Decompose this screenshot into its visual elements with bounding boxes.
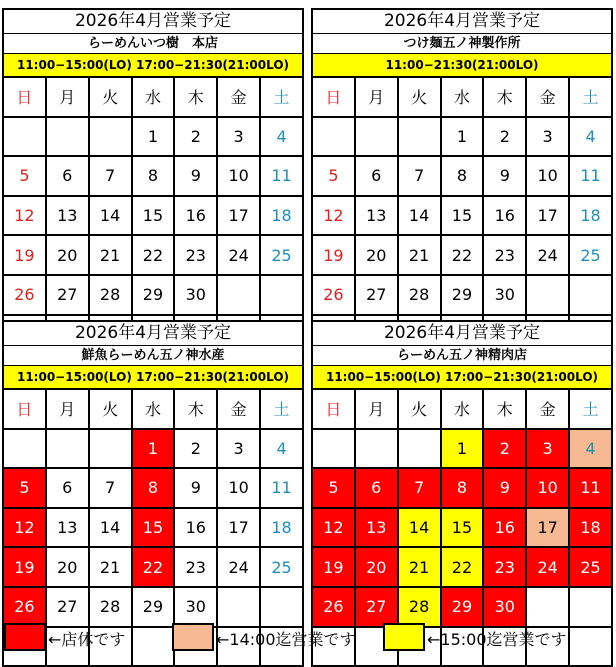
day-cell: 8: [132, 156, 175, 196]
business-hours: 11:00−15:00(LO) 17:00−21:30(21:00LO): [4, 53, 302, 76]
day-cell: 16: [483, 196, 526, 236]
day-cell: 15: [132, 508, 175, 548]
day-cell: 27: [46, 587, 89, 627]
weekday-label: 土: [569, 77, 612, 117]
day-cell: 19: [312, 547, 355, 587]
day-cell: 8: [132, 468, 175, 508]
panel-header: [311, 8, 613, 76]
day-cell: 29: [441, 275, 484, 315]
week-row: [312, 275, 612, 315]
day-cell: 4: [260, 117, 303, 157]
day-cell: 6: [355, 156, 398, 196]
day-cell: 14: [89, 196, 132, 236]
day-cell: 18: [260, 196, 303, 236]
day-cell: 17: [217, 196, 260, 236]
week-row: [3, 275, 303, 315]
day-cell: 14: [398, 508, 441, 548]
shop-name: らーめんいつ樹 本店: [4, 33, 302, 53]
calendar-title: 2026年4月営業予定: [383, 11, 541, 31]
weekday-label: 月: [355, 77, 398, 117]
empty-cell: [46, 429, 89, 469]
empty-cell: [312, 429, 355, 469]
week-row: [312, 235, 612, 275]
weekday-label: 土: [569, 389, 612, 429]
empty-cell: [89, 429, 132, 469]
day-cell: 13: [46, 508, 89, 548]
weekday-label: 金: [526, 77, 569, 117]
day-cell: 5: [3, 468, 46, 508]
day-cell: 18: [569, 196, 612, 236]
empty-cell: [569, 587, 612, 627]
business-hours: 11:00−15:00(LO) 17:00−21:30(21:00LO): [313, 365, 611, 388]
day-cell: 5: [3, 156, 46, 196]
day-cell: 5: [312, 156, 355, 196]
day-cell: 23: [483, 547, 526, 587]
day-cell: 3: [526, 429, 569, 469]
day-cell: 13: [355, 196, 398, 236]
day-cell: 30: [483, 587, 526, 627]
weekday-label: 土: [260, 389, 303, 429]
shop-name: つけ麺五ノ神製作所: [313, 33, 611, 53]
weekday-label: 水: [132, 77, 175, 117]
weekday-label: 火: [398, 77, 441, 117]
weekday-label: 木: [174, 77, 217, 117]
legend-swatch-till15: [383, 623, 425, 651]
day-cell: 14: [398, 196, 441, 236]
day-cell: 26: [3, 275, 46, 315]
legend-swatch-closed: [4, 623, 46, 651]
panel-header: [311, 320, 613, 388]
empty-cell: [398, 429, 441, 469]
day-cell: 1: [132, 429, 175, 469]
empty-cell: [217, 587, 260, 627]
weekday-label: 火: [89, 389, 132, 429]
legend-label-closed: ←店休です: [48, 630, 126, 649]
day-cell: 4: [569, 117, 612, 157]
day-cell: 9: [174, 156, 217, 196]
week-row: [3, 156, 303, 196]
week-row: [312, 156, 612, 196]
day-cell: 24: [526, 547, 569, 587]
day-cell: 12: [312, 508, 355, 548]
week-row: [3, 587, 303, 627]
week-row: [3, 547, 303, 587]
day-cell: 7: [398, 156, 441, 196]
week-row: [312, 547, 612, 587]
legend: [0, 622, 616, 654]
day-cell: 19: [312, 235, 355, 275]
legend-swatch-till14: [172, 623, 214, 651]
weekday-label: 木: [483, 389, 526, 429]
day-cell: 29: [132, 275, 175, 315]
day-cell: 1: [441, 429, 484, 469]
day-cell: 22: [132, 235, 175, 275]
week-row: [312, 117, 612, 157]
week-row: [312, 429, 612, 469]
empty-cell: [260, 275, 303, 315]
day-cell: 22: [441, 547, 484, 587]
business-hours: 11:00−15:00(LO) 17:00−21:30(21:00LO): [4, 365, 302, 388]
day-cell: 22: [441, 235, 484, 275]
day-cell: 28: [398, 275, 441, 315]
weekday-label: 木: [483, 77, 526, 117]
day-cell: 25: [569, 547, 612, 587]
day-cell: 16: [174, 508, 217, 548]
day-cell: 20: [46, 235, 89, 275]
day-cell: 30: [483, 275, 526, 315]
weekday-header-row: [3, 77, 303, 117]
calendar-panel-suisan: [2, 320, 304, 667]
day-cell: 3: [217, 117, 260, 157]
legend-label-till15: ←15:00迄営業です: [427, 630, 567, 649]
weekday-label: 金: [526, 389, 569, 429]
shop-name: 鮮魚らーめん五ノ神水産: [4, 345, 302, 365]
day-cell: 12: [312, 196, 355, 236]
day-cell: 12: [3, 196, 46, 236]
day-cell: 9: [174, 468, 217, 508]
weekday-label: 月: [355, 389, 398, 429]
day-cell: 29: [441, 587, 484, 627]
day-cell: 4: [569, 429, 612, 469]
weekday-label: 火: [89, 77, 132, 117]
day-cell: 27: [46, 275, 89, 315]
day-cell: 30: [174, 275, 217, 315]
day-cell: 19: [3, 547, 46, 587]
week-row: [3, 468, 303, 508]
day-cell: 25: [569, 235, 612, 275]
week-row: [3, 508, 303, 548]
day-cell: 17: [526, 508, 569, 548]
day-cell: 9: [483, 468, 526, 508]
empty-cell: [312, 117, 355, 157]
weekday-label: 日: [312, 389, 355, 429]
day-cell: 1: [132, 117, 175, 157]
day-cell: 20: [355, 235, 398, 275]
day-cell: 2: [483, 117, 526, 157]
week-row: [312, 196, 612, 236]
day-cell: 24: [217, 235, 260, 275]
calendar-grid: [311, 76, 613, 355]
day-cell: 8: [441, 156, 484, 196]
empty-cell: [398, 117, 441, 157]
weekday-label: 水: [441, 389, 484, 429]
day-cell: 10: [526, 156, 569, 196]
weekday-label: 木: [174, 389, 217, 429]
calendar-panel-seinikuten: [311, 320, 613, 667]
empty-cell: [3, 429, 46, 469]
day-cell: 13: [355, 508, 398, 548]
day-cell: 22: [132, 547, 175, 587]
day-cell: 26: [312, 275, 355, 315]
empty-cell: [526, 275, 569, 315]
weekday-label: 水: [132, 389, 175, 429]
day-cell: 1: [441, 117, 484, 157]
day-cell: 18: [569, 508, 612, 548]
day-cell: 29: [132, 587, 175, 627]
day-cell: 24: [217, 547, 260, 587]
day-cell: 6: [46, 156, 89, 196]
weekday-label: 日: [3, 389, 46, 429]
day-cell: 12: [3, 508, 46, 548]
day-cell: 11: [569, 468, 612, 508]
calendar-title: 2026年4月営業予定: [383, 323, 541, 343]
day-cell: 9: [483, 156, 526, 196]
empty-cell: [355, 429, 398, 469]
day-cell: 13: [46, 196, 89, 236]
calendar-title: 2026年4月営業予定: [74, 323, 232, 343]
day-cell: 2: [174, 117, 217, 157]
calendar-grid: [2, 76, 304, 355]
day-cell: 17: [217, 508, 260, 548]
day-cell: 27: [355, 275, 398, 315]
day-cell: 8: [441, 468, 484, 508]
day-cell: 18: [260, 508, 303, 548]
day-cell: 11: [569, 156, 612, 196]
day-cell: 20: [355, 547, 398, 587]
day-cell: 5: [312, 468, 355, 508]
week-row: [312, 587, 612, 627]
empty-cell: [526, 587, 569, 627]
day-cell: 16: [483, 508, 526, 548]
day-cell: 25: [260, 235, 303, 275]
panel-header: [2, 8, 304, 76]
week-row: [3, 196, 303, 236]
empty-cell: [3, 117, 46, 157]
business-hours: 11:00−21:30(21:00LO): [313, 53, 611, 76]
day-cell: 23: [174, 235, 217, 275]
day-cell: 4: [260, 429, 303, 469]
day-cell: 28: [398, 587, 441, 627]
empty-cell: [355, 117, 398, 157]
legend-label-till14: ←14:00迄営業です: [216, 630, 356, 649]
weekday-label: 月: [46, 389, 89, 429]
day-cell: 7: [398, 468, 441, 508]
day-cell: 17: [526, 196, 569, 236]
day-cell: 21: [89, 547, 132, 587]
week-row: [3, 429, 303, 469]
weekday-label: 火: [398, 389, 441, 429]
week-row: [3, 117, 303, 157]
day-cell: 26: [312, 587, 355, 627]
week-row: [312, 468, 612, 508]
day-cell: 20: [46, 547, 89, 587]
weekday-label: 月: [46, 77, 89, 117]
empty-cell: [89, 117, 132, 157]
empty-cell: [217, 275, 260, 315]
day-cell: 24: [526, 235, 569, 275]
day-cell: 10: [217, 468, 260, 508]
empty-cell: [46, 117, 89, 157]
day-cell: 15: [441, 196, 484, 236]
day-cell: 23: [174, 547, 217, 587]
weekday-header-row: [312, 77, 612, 117]
day-cell: 14: [89, 508, 132, 548]
weekday-label: 水: [441, 77, 484, 117]
day-cell: 28: [89, 587, 132, 627]
day-cell: 6: [355, 468, 398, 508]
weekday-header-row: [3, 389, 303, 429]
calendar-panel-seisakusho: [311, 8, 613, 355]
day-cell: 30: [174, 587, 217, 627]
day-cell: 23: [483, 235, 526, 275]
weekday-label: 土: [260, 77, 303, 117]
empty-cell: [260, 587, 303, 627]
day-cell: 16: [174, 196, 217, 236]
weekday-label: 金: [217, 77, 260, 117]
day-cell: 15: [132, 196, 175, 236]
day-cell: 7: [89, 468, 132, 508]
day-cell: 2: [483, 429, 526, 469]
calendar-title: 2026年4月営業予定: [74, 11, 232, 31]
day-cell: 28: [89, 275, 132, 315]
day-cell: 25: [260, 547, 303, 587]
day-cell: 10: [217, 156, 260, 196]
empty-cell: [569, 275, 612, 315]
week-row: [312, 508, 612, 548]
day-cell: 10: [526, 468, 569, 508]
shop-name: らーめん五ノ神精肉店: [313, 345, 611, 365]
day-cell: 15: [441, 508, 484, 548]
day-cell: 21: [398, 547, 441, 587]
day-cell: 6: [46, 468, 89, 508]
day-cell: 11: [260, 468, 303, 508]
weekday-label: 日: [3, 77, 46, 117]
day-cell: 2: [174, 429, 217, 469]
day-cell: 3: [217, 429, 260, 469]
day-cell: 26: [3, 587, 46, 627]
day-cell: 27: [355, 587, 398, 627]
day-cell: 19: [3, 235, 46, 275]
panel-header: [2, 320, 304, 388]
weekday-label: 日: [312, 77, 355, 117]
week-row: [3, 235, 303, 275]
weekday-label: 金: [217, 389, 260, 429]
day-cell: 7: [89, 156, 132, 196]
day-cell: 21: [398, 235, 441, 275]
day-cell: 3: [526, 117, 569, 157]
day-cell: 11: [260, 156, 303, 196]
weekday-header-row: [312, 389, 612, 429]
day-cell: 21: [89, 235, 132, 275]
calendar-panel-honten: [2, 8, 304, 355]
